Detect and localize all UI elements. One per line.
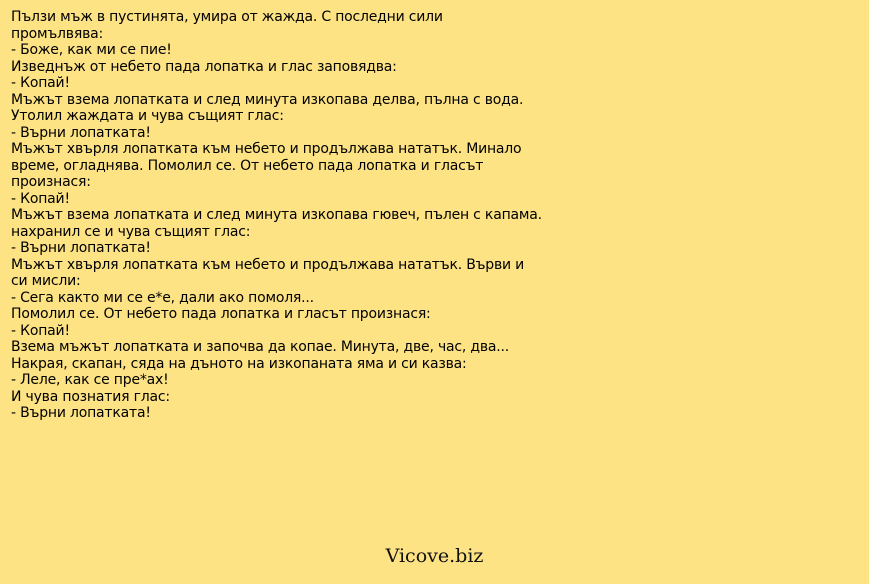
joke-line: си мисли: — [11, 273, 81, 289]
joke-line: - Леле, как се пре*ах! — [11, 372, 169, 388]
joke-line: - Копай! — [11, 322, 70, 339]
joke-line: - Върни лопатката! — [11, 405, 151, 421]
joke-line: промълвява: — [11, 25, 104, 42]
site-watermark: Vicove.biz — [385, 545, 484, 567]
joke-line: - Върни лопатката! — [11, 124, 151, 141]
joke-line: Мъжът взема лопатката и след минута изкопава гювеч, пълен с капама. — [11, 207, 542, 223]
joke-line: - Копай! — [11, 190, 70, 207]
joke-line: Утолил жаждата и чува същият глас: — [11, 108, 284, 124]
joke-line: Накрая, скапан, сяда на дъното на изкопаната яма и си казва: — [11, 355, 467, 372]
joke-line: произнася: — [11, 174, 91, 190]
joke-line: Пълзи мъж в пустинята, умира от жажда. С последни сили — [11, 9, 443, 25]
joke-line: Помолил се. От небето пада лопатка и гласът произнася: — [11, 306, 431, 322]
joke-line: Мъжът взема лопатката и след минута изкопава делва, пълна с вода. — [11, 91, 524, 108]
joke-line: Мъжът хвърля лопатката към небето и продължава нататък. Върви и — [11, 256, 525, 273]
joke-line: - Боже, как ми се пие! — [11, 42, 172, 58]
joke-line: Взема мъжът лопатката и започва да копае. Минута, две, час, два... — [11, 339, 510, 355]
joke-line: Изведнъж от небето пада лопатка и глас заповядва: — [11, 58, 397, 75]
joke-text — [11, 9, 611, 422]
joke-line: И чува познатия глас: — [11, 388, 170, 405]
joke-line: време, огладнява. Помолил се. От небето пада лопатка и гласът — [11, 157, 484, 174]
joke-line: нахранил се и чува същият глас: — [11, 223, 251, 240]
joke-line: Мъжът хвърля лопатката към небето и продължава нататък. Минало — [11, 141, 522, 157]
joke-line: - Копай! — [11, 75, 70, 91]
joke-line: - Сега както ми се е*е, дали ако помоля... — [11, 289, 314, 306]
joke-line: - Върни лопатката! — [11, 240, 151, 256]
